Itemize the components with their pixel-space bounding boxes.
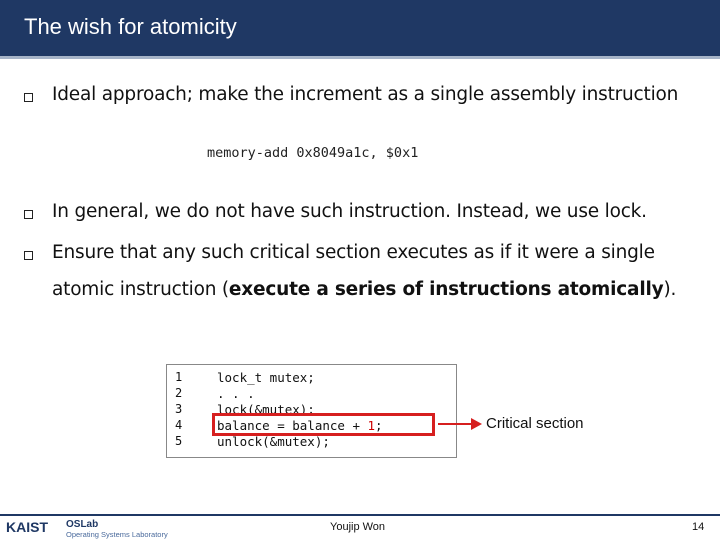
page-number: 14 [692,521,705,533]
bullet-ideal-approach: Ideal approach; make the increment as a single assembly instruction [52,84,679,105]
bullet-marker [24,210,33,219]
code-literal: 1 [367,418,376,433]
kaist-oslab-logo [4,517,194,539]
arrow-right-icon [438,417,482,431]
code-semicolon: ; [375,418,383,433]
svg-text:Operating Systems Laboratory: Operating Systems Laboratory [66,530,168,539]
title-bar [0,0,720,59]
bullet-critical-section-line2 [52,279,676,300]
svg-text:KAIST: KAIST [6,519,48,535]
line-number: 2 [175,386,183,400]
footer-divider [0,514,720,516]
bullet-marker [24,93,33,102]
line-number: 5 [175,434,183,448]
author-name: Youjip Won [330,521,386,533]
line-number: 3 [175,402,183,416]
slide-title: The wish for atomicity [24,14,237,39]
bullet-marker [24,251,33,260]
line-number: 1 [175,370,183,384]
bullet3-emphasis: execute a series of instructions atomically [228,279,664,300]
critical-section-highlight [212,413,435,436]
code-line: lock_t mutex; [217,370,315,385]
assembly-instruction: memory-add 0x8049a1c, $0x1 [207,145,419,161]
bullet-use-lock: In general, we do not have such instruction. Instead, we use lock. [52,201,647,222]
code-listing [166,364,457,458]
bullet3-end: ). [663,279,677,300]
code-line: . . . [217,386,255,401]
code-line: unlock(&mutex); [217,434,330,449]
svg-text:OSLab: OSLab [66,519,99,530]
bullet-critical-section-line1: Ensure that any such critical section executes as if it were a single [52,242,655,263]
code-line: lock(&mutex); [217,402,315,417]
line-number: 4 [175,418,183,432]
code-balance-expr: balance = balance + [217,418,368,433]
bullet3-start: atomic instruction ( [52,279,229,300]
critical-section-label: Critical section [486,415,584,432]
